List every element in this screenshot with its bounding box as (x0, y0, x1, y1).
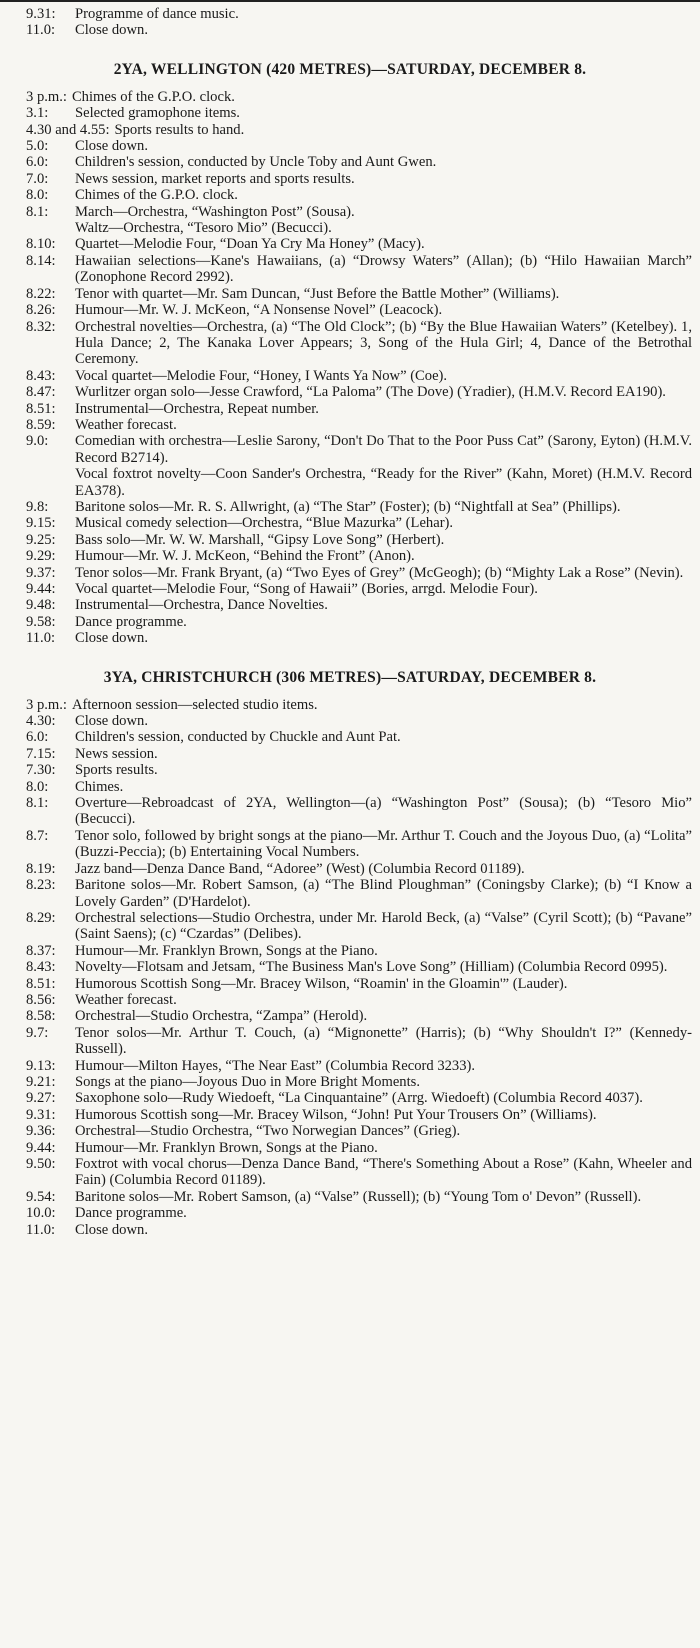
entry-time (0, 220, 75, 236)
entry-text: Chimes of the G.P.O. clock. (75, 187, 238, 204)
entry-text: Close down. (75, 22, 148, 39)
programme-entry (0, 828, 700, 861)
entry-time: 9.50: (26, 1156, 56, 1172)
entry-time: 9.27: (26, 1090, 56, 1107)
entry-time: 4.30 and 4.55: (26, 121, 110, 138)
entry-time: 9.58: (26, 613, 56, 630)
section-heading-christchurch: 3YA, CHRISTCHURCH (306 METRES)—SATURDAY, DECEMBER 8. (103, 668, 597, 686)
entry-text: Tenor solos—Mr. Frank Bryant, (a) “Two Eyes of Grey” (McGeogh); (b) “Mighty Lak a Rose” (Nevin). (75, 564, 684, 581)
entry-time: 9.15: (26, 515, 56, 532)
entry-time: 8.56: (26, 991, 56, 1008)
programme-page (0, 6, 700, 1238)
entry-text: Songs at the piano—Joyous Duo in More Bright Moments. (75, 1073, 420, 1090)
entry-text: Sports results to hand. (114, 121, 245, 138)
entry-text: Programme of dance music. (75, 6, 239, 22)
entry-time: 8.1: (26, 795, 49, 812)
entry-time: 4.30: (26, 713, 56, 730)
entry-text: Close down. (75, 713, 148, 730)
entry-text: Weather forecast. (75, 991, 177, 1008)
entry-text: Instrumental—Orchestra, Dance Novelties. (75, 597, 328, 614)
entry-time: 9.13: (26, 1057, 56, 1074)
programme-entry (0, 6, 700, 22)
entry-time: 8.58: (26, 1008, 56, 1025)
programme-entry (0, 122, 700, 138)
programme-entry (0, 319, 700, 368)
entry-text: Wurlitzer organ solo—Jesse Crawford, “La Paloma” (The Dove) (Yradier), (H.M.V. Record EA190). (75, 384, 666, 401)
programme-entry (0, 138, 700, 154)
programme-entry (0, 433, 700, 466)
programme-entry (0, 171, 700, 187)
programme-entry (0, 1205, 700, 1221)
entry-text: Orchestral—Studio Orchestra, “Two Norwegian Dances” (Grieg). (75, 1123, 461, 1140)
entry-time: 8.23: (26, 877, 56, 894)
entry-time: 9.36: (26, 1123, 56, 1140)
entry-time: 8.10: (26, 236, 56, 253)
entry-time: 9.0: (26, 433, 49, 450)
entry-text: March—Orchestra, “Washington Post” (Sousa). (75, 203, 355, 220)
entry-text: Orchestral novelties—Orchestra, (a) “The Old Clock”; (b) “By the Blue Hawaiian Waters” (Ketelbey). 1, Hula Dance; 2, The Kanaka Lover Appears; 3, Song of the Hula Girl; 4, Dance of the Betrothal Ceremony. (75, 318, 692, 368)
entry-time: 8.51: (26, 975, 56, 992)
programme-entry (0, 729, 700, 745)
entry-time: 8.37: (26, 942, 56, 959)
entry-text: Orchestral selections—Studio Orchestra, under Mr. Harold Beck, (a) “Valse” (Cyril Scott); (b) “Pavane” (Saint Saens); (c) “Czardas” (Delibes). (75, 909, 692, 943)
programme-entry (0, 89, 700, 105)
entry-time: 9.31: (26, 1106, 56, 1123)
entry-text: Weather forecast. (75, 416, 177, 433)
entry-text: Vocal foxtrot novelty—Coon Sander's Orchestra, “Ready for the River” (Kahn, Moret) (H.M.V. Record EA378). (75, 466, 692, 499)
entry-time: 8.1: (26, 203, 49, 220)
entry-time: 7.0: (26, 170, 49, 187)
entry-text: Humour—Mr. W. J. McKeon, “A Nonsense Novel” (Leacock). (75, 302, 443, 319)
programme-entry (0, 253, 700, 286)
programme-entry (0, 795, 700, 828)
programme-entry (0, 105, 700, 121)
entry-time: 8.59: (26, 416, 56, 433)
entry-text: Dance programme. (75, 1205, 187, 1222)
programme-entry (0, 713, 700, 729)
entry-time: 8.43: (26, 959, 56, 976)
programme-entry (0, 1090, 700, 1106)
top-rule (0, 0, 700, 2)
entry-time: 8.43: (26, 367, 56, 384)
programme-entry (0, 1156, 700, 1189)
entry-time: 9.48: (26, 597, 56, 614)
entry-time: 8.19: (26, 860, 56, 877)
entry-time: 9.44: (26, 1139, 56, 1156)
entry-text: Chimes. (75, 778, 124, 795)
programme-entry (0, 499, 700, 515)
entry-text: Humour—Mr. W. J. McKeon, “Behind the Front” (Anon). (75, 548, 415, 565)
programme-entry (0, 154, 700, 170)
entry-text: Vocal quartet—Melodie Four, “Song of Hawaii” (Bories, arrgd. Melodie Four). (75, 581, 538, 597)
entry-text: Baritone solos—Mr. Robert Samson, (a) “The Blind Ploughman” (Coningsby Clarke); (b) “I Know a Lovely Garden” (D'Hardelot). (75, 877, 692, 910)
programme-entry (0, 532, 700, 548)
programme-entry (0, 1074, 700, 1090)
entry-text: Dance programme. (75, 613, 187, 630)
entry-time: 8.32: (26, 318, 56, 335)
programme-entry (0, 1123, 700, 1139)
programme-entry (0, 1222, 700, 1238)
entry-text: Chimes of the G.P.O. clock. (71, 88, 235, 105)
entry-time: 9.7: (26, 1024, 49, 1041)
entry-text: Children's session, conducted by Chuckle and Aunt Pat. (75, 729, 401, 746)
entry-text: Jazz band—Denza Dance Band, “Adoree” (West) (Columbia Record 01189). (75, 860, 525, 877)
entry-text: Saxophone solo—Rudy Wiedoeft, “La Cinquantaine” (Arrg. Wiedoeft) (Columbia Record 4037). (75, 1090, 643, 1107)
programme-entry (0, 861, 700, 877)
programme-entry (0, 220, 700, 236)
section-heading-wellington: 2YA, WELLINGTON (420 METRES)—SATURDAY, DECEMBER 8. (113, 60, 587, 78)
programme-entry (0, 877, 700, 910)
entry-time: 5.0: (26, 138, 49, 155)
entry-text: Waltz—Orchestra, “Tesoro Mio” (Becucci). (75, 220, 332, 237)
christchurch-entries (0, 697, 700, 1238)
entry-text: Comedian with orchestra—Leslie Sarony, “Don't Do That to the Poor Puss Cat” (Sarony, Eyton) (H.M.V. Record B2714). (75, 433, 692, 466)
entry-time: 7.15: (26, 745, 56, 762)
entry-text: Close down. (75, 138, 148, 155)
programme-entry (0, 1107, 700, 1123)
entry-time: 9.29: (26, 548, 56, 565)
entry-time: 3 p.m.: (26, 696, 67, 713)
entry-time: 9.31: (26, 6, 56, 22)
programme-entry (0, 368, 700, 384)
programme-entry (0, 417, 700, 433)
programme-entry (0, 992, 700, 1008)
programme-entry (0, 976, 700, 992)
entry-text: Quartet—Melodie Four, “Doan Ya Cry Ma Honey” (Macy). (75, 236, 425, 253)
entry-text: Novelty—Flotsam and Jetsam, “The Business Man's Love Song” (Hilliam) (Columbia Record 0995). (75, 959, 668, 976)
programme-entry (0, 22, 700, 38)
entry-time: 8.14: (26, 252, 56, 269)
programme-entry (0, 597, 700, 613)
programme-entry (0, 943, 700, 959)
entry-time: 9.44: (26, 581, 56, 597)
entry-text: Tenor solo, followed by bright songs at the piano—Mr. Arthur T. Couch and the Joyous Duo, (a) “Lolita” (Buzzi-Peccia); (b) Entertaining Vocal Numbers. (75, 827, 692, 861)
entry-time: 11.0: (26, 630, 56, 647)
entry-text: Baritone solos—Mr. Robert Samson, (a) “Valse” (Russell); (b) “Young Tom o' Devon” (Russell). (75, 1188, 642, 1205)
entry-text: Tenor with quartet—Mr. Sam Duncan, “Just Before the Battle Mother” (Williams). (75, 285, 560, 302)
programme-entry (0, 1008, 700, 1024)
programme-entry (0, 236, 700, 252)
programme-entry (0, 565, 700, 581)
entry-text: Humour—Mr. Franklyn Brown, Songs at the Piano. (75, 1139, 378, 1156)
programme-entry (0, 187, 700, 203)
entry-text: Humour—Milton Hayes, “The Near East” (Columbia Record 3233). (75, 1057, 476, 1074)
entry-text: News session, market reports and sports results. (75, 170, 355, 187)
programme-entry (0, 697, 700, 713)
entry-text: Tenor solos—Mr. Arthur T. Couch, (a) “Mignonette” (Harris); (b) “Why Shouldn't I?” (Kennedy-Russell). (75, 1024, 692, 1058)
entry-text: Hawaiian selections—Kane's Hawaiians, (a) “Drowsy Waters” (Allan); (b) “Hilo Hawaiian March” (Zonophone Record 2992). (75, 252, 692, 286)
entry-time: 8.29: (26, 909, 56, 926)
entry-text: News session. (75, 745, 158, 762)
entry-text: Close down. (75, 1221, 148, 1238)
entry-text: Humour—Mr. Franklyn Brown, Songs at the Piano. (75, 942, 378, 959)
entry-time (0, 466, 75, 499)
programme-entry (0, 910, 700, 943)
entry-text: Close down. (75, 630, 148, 647)
programme-entry (0, 515, 700, 531)
entry-time: 9.21: (26, 1073, 56, 1090)
entry-time: 8.0: (26, 778, 49, 795)
entry-text: Sports results. (75, 762, 158, 779)
entry-time: 9.8: (26, 498, 49, 515)
programme-entry (0, 762, 700, 778)
entry-text: Afternoon session—selected studio items. (71, 696, 318, 713)
programme-entry (0, 779, 700, 795)
entry-time: 6.0: (26, 729, 49, 746)
programme-entry (0, 1189, 700, 1205)
programme-entry (0, 581, 700, 597)
entry-time: 3 p.m.: (26, 88, 67, 105)
entry-time: 9.37: (26, 564, 56, 581)
entry-text: Humorous Scottish Song—Mr. Bracey Wilson, “Roamin' in the Gloamin'” (Lauder). (75, 975, 568, 992)
entry-text: Overture—Rebroadcast of 2YA, Wellington—(a) “Washington Post” (Sousa); (b) “Tesoro Mio” (Becucci). (75, 795, 692, 828)
programme-entry (0, 204, 700, 220)
entry-text: Foxtrot with vocal chorus—Denza Dance Band, “There's Something About a Rose” (Kahn, Wheeler and Fain) (Columbia Record 01189). (75, 1156, 692, 1189)
programme-entry (0, 548, 700, 564)
top-entries (0, 6, 700, 39)
entry-time: 11.0: (26, 22, 56, 39)
programme-entry (0, 1058, 700, 1074)
entry-time: 8.0: (26, 187, 49, 204)
programme-entry (0, 746, 700, 762)
entry-time: 9.25: (26, 531, 56, 548)
entry-time: 6.0: (26, 154, 49, 171)
programme-entry (0, 959, 700, 975)
entry-time: 7.30: (26, 762, 56, 779)
programme-entry (0, 286, 700, 302)
entry-text: Orchestral—Studio Orchestra, “Zampa” (Herold). (75, 1008, 368, 1025)
entry-time: 8.22: (26, 285, 56, 302)
entry-time: 9.54: (26, 1188, 56, 1205)
entry-time: 8.47: (26, 384, 56, 401)
entry-text: Instrumental—Orchestra, Repeat number. (75, 400, 319, 417)
programme-entry (0, 466, 700, 499)
entry-time: 11.0: (26, 1221, 56, 1238)
entry-time: 3.1: (26, 105, 49, 122)
entry-text: Bass solo—Mr. W. W. Marshall, “Gipsy Love Song” (Herbert). (75, 531, 445, 548)
programme-entry (0, 302, 700, 318)
entry-text: Selected gramophone items. (75, 105, 240, 122)
wellington-entries (0, 89, 700, 647)
entry-text: Baritone solos—Mr. R. S. Allwright, (a) “The Star” (Foster); (b) “Nightfall at Sea” (Phillips). (75, 498, 621, 515)
programme-entry (0, 384, 700, 400)
entry-text: Musical comedy selection—Orchestra, “Blue Mazurka” (Lehar). (75, 515, 454, 532)
programme-entry (0, 1140, 700, 1156)
programme-entry (0, 401, 700, 417)
entry-time: 8.7: (26, 827, 49, 844)
entry-text: Children's session, conducted by Uncle Toby and Aunt Gwen. (75, 154, 437, 171)
programme-entry (0, 1025, 700, 1058)
programme-entry (0, 614, 700, 630)
entry-time: 8.26: (26, 302, 56, 319)
entry-time: 8.51: (26, 400, 56, 417)
entry-time: 10.0: (26, 1205, 56, 1222)
entry-text: Vocal quartet—Melodie Four, “Honey, I Wants Ya Now” (Coe). (75, 367, 448, 384)
programme-entry (0, 630, 700, 646)
entry-text: Humorous Scottish song—Mr. Bracey Wilson, “John! Put Your Trousers On” (Williams). (75, 1106, 597, 1123)
